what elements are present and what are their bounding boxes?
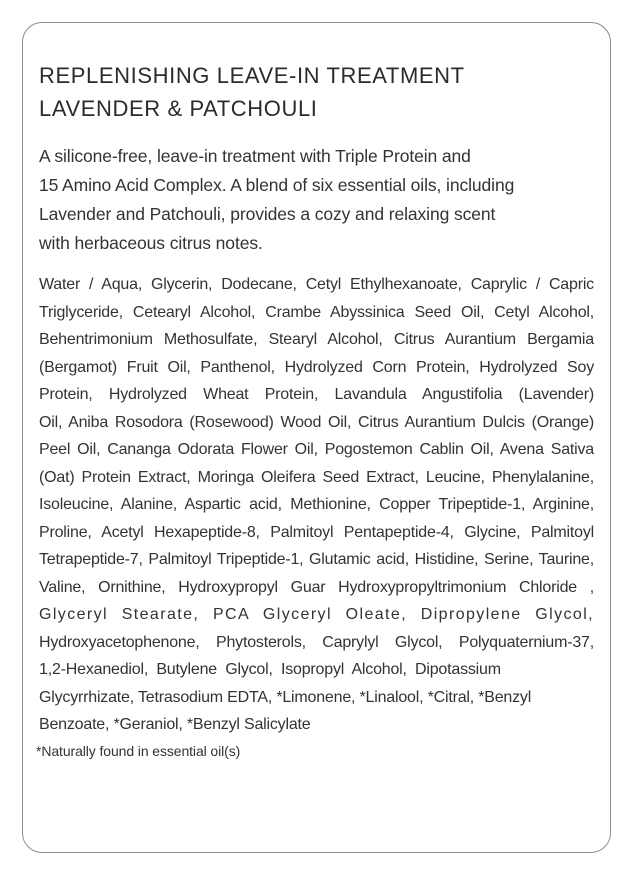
ingredients-line: Peel Oil, Cananga Odorata Flower Oil, Pogostemon Cablin Oil, Avena Sativa (39, 441, 594, 458)
product-description (39, 142, 594, 258)
ingredients-line: Benzoate, *Geraniol, *Benzyl Salicylate (39, 716, 311, 733)
ingredients-line: Proline, Acetyl Hexapeptide-8, Palmitoyl Pentapeptide-4, Glycine, Palmitoyl (39, 523, 594, 541)
description-line: A silicone-free, leave-in treatment with Triple Protein and (39, 146, 471, 166)
product-title-line-1: REPLENISHING LEAVE-IN TREATMENT (39, 63, 465, 88)
ingredients-line: Valine, Ornithine, Hydroxypropyl Guar Hydroxypropyltrimonium Chloride , (39, 578, 594, 596)
product-title-line-2: LAVENDER & PATCHOULI (39, 96, 318, 121)
ingredients-line: Protein, Hydrolyzed Wheat Protein, Lavandula Angustifolia (Lavender) (39, 386, 594, 403)
description-line: Lavender and Patchouli, provides a cozy and relaxing scent (39, 204, 496, 224)
ingredients-line: Glycyrrhizate, Tetrasodium EDTA, *Limonene, *Linalool, *Citral, *Benzyl (39, 688, 532, 706)
ingredients-line: Isoleucine, Alanine, Aspartic acid, Methionine, Copper Tripeptide-1, Arginine, (39, 496, 594, 513)
ingredients-list (36, 271, 594, 763)
label-card (22, 22, 611, 853)
ingredients-line: Water / Aqua, Glycerin, Dodecane, Cetyl Ethylhexanoate, Caprylic / Capric (39, 276, 594, 293)
ingredients-line: Oil, Aniba Rosodora (Rosewood) Wood Oil, Citrus Aurantium Dulcis (Orange) (39, 413, 594, 431)
ingredients-line: (Bergamot) Fruit Oil, Panthenol, Hydrolyzed Corn Protein, Hydrolyzed Soy (39, 358, 594, 376)
ingredients-line: Hydroxyacetophenone, Phytosterols, Caprylyl Glycol, Polyquaternium-37, (39, 633, 594, 651)
ingredients-line: Tetrapeptide-7, Palmitoyl Tripeptide-1, Glutamic acid, Histidine, Serine, Taurine, (39, 551, 594, 568)
ingredients-footnote: *Naturally found in essential oil(s) (36, 742, 241, 759)
ingredients-line: Behentrimonium Methosulfate, Stearyl Alcohol, Citrus Aurantium Bergamia (39, 331, 594, 348)
product-title (39, 59, 594, 125)
ingredients-line: Triglyceride, Cetearyl Alcohol, Crambe Abyssinica Seed Oil, Cetyl Alcohol, (39, 303, 594, 321)
description-line: with herbaceous citrus notes. (39, 233, 263, 253)
ingredients-line: (Oat) Protein Extract, Moringa Oleifera Seed Extract, Leucine, Phenylalanine, (39, 468, 594, 486)
description-line: 15 Amino Acid Complex. A blend of six essential oils, including (39, 175, 515, 195)
ingredients-line: Glyceryl Stearate, PCA Glyceryl Oleate, Dipropylene Glycol, (39, 606, 594, 623)
ingredients-line: 1,2-Hexanediol, Butylene Glycol, Isopropyl Alcohol, Dipotassium (39, 661, 501, 678)
